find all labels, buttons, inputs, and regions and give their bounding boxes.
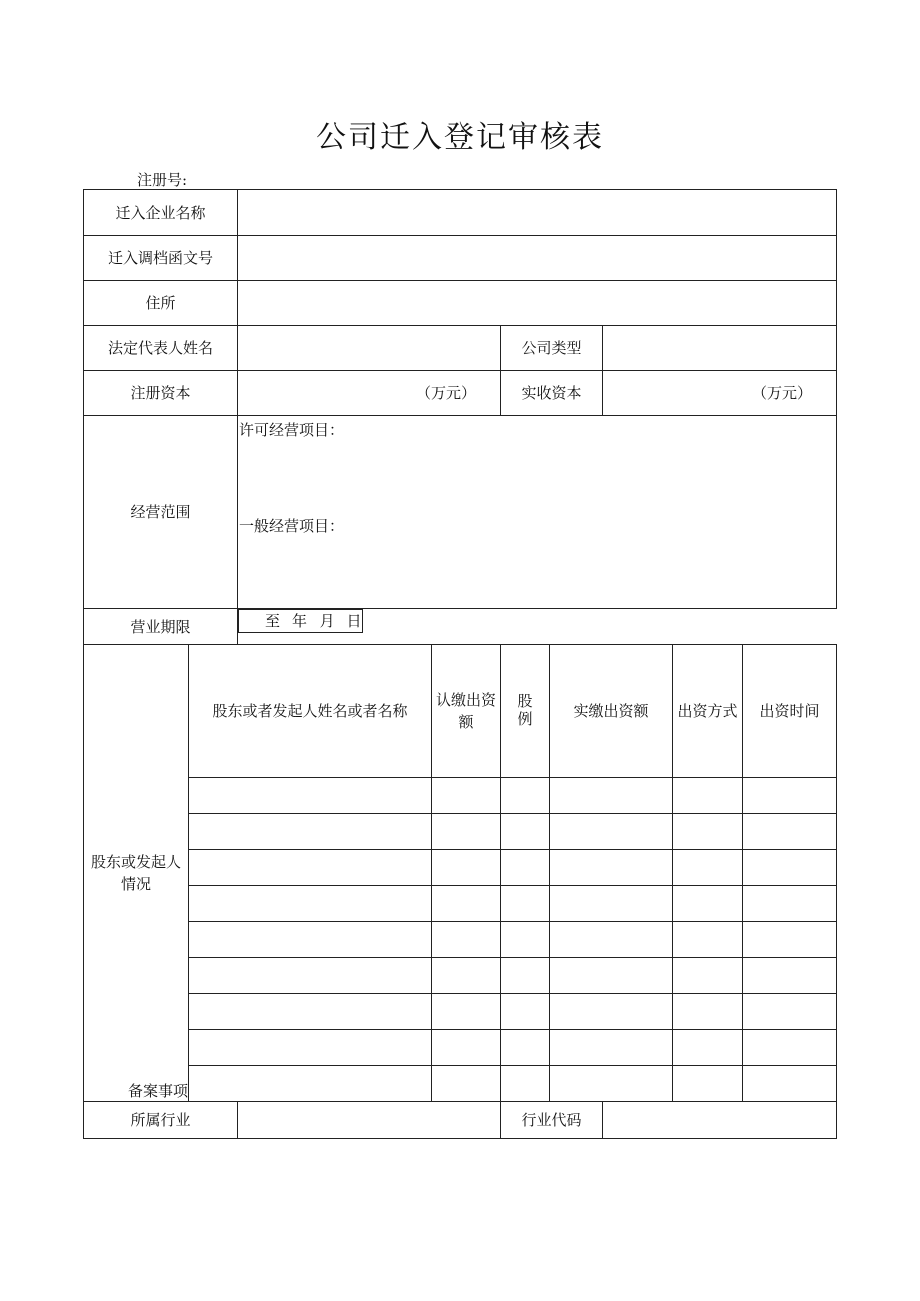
legal-rep-label: 法定代表人姓名 — [84, 326, 238, 371]
filing-matters-label: 备案事项 — [128, 1082, 189, 1100]
business-scope-input[interactable] — [238, 416, 837, 609]
shareholder-name-cell[interactable] — [189, 778, 432, 814]
transfer-letter-no-input[interactable] — [238, 236, 837, 281]
contribution-method-cell[interactable] — [673, 814, 743, 850]
registration-number-label: 注册号: — [137, 171, 188, 189]
paid-capital-cell[interactable] — [550, 814, 673, 850]
contribution-method-cell[interactable] — [673, 850, 743, 886]
share-ratio-cell[interactable] — [501, 886, 550, 922]
paid-capital-cell[interactable] — [550, 958, 673, 994]
address-label: 住所 — [84, 281, 238, 326]
col-subscribed-capital: 认缴出资额 — [432, 645, 501, 778]
shareholder-name-cell[interactable] — [189, 850, 432, 886]
subscribed-capital-cell[interactable] — [432, 1030, 501, 1066]
paid-capital-cell[interactable] — [550, 778, 673, 814]
shareholder-name-cell[interactable] — [189, 814, 432, 850]
paid-capital-label: 实收资本 — [501, 371, 603, 416]
contribution-method-cell[interactable] — [673, 778, 743, 814]
col-contribution-time: 出资时间 — [743, 645, 837, 778]
licensed-items-label: 许可经营项目： — [239, 421, 345, 439]
industry-input[interactable] — [238, 1102, 501, 1139]
company-name-label: 迁入企业名称 — [84, 190, 238, 236]
contribution-time-cell[interactable] — [743, 850, 837, 886]
subscribed-capital-cell[interactable] — [432, 994, 501, 1030]
contribution-time-cell[interactable] — [743, 886, 837, 922]
paid-capital-unit: （万元） — [752, 384, 813, 402]
contribution-time-cell[interactable] — [743, 1030, 837, 1066]
contribution-method-cell[interactable] — [673, 994, 743, 1030]
contribution-method-cell[interactable] — [673, 922, 743, 958]
registration-form-table — [83, 189, 837, 1139]
industry-code-label: 行业代码 — [501, 1102, 603, 1139]
shareholder-name-cell[interactable] — [189, 1030, 432, 1066]
col-shareholder-name: 股东或者发起人姓名或者名称 — [189, 645, 432, 778]
paid-capital-cell[interactable] — [550, 886, 673, 922]
reg-capital-label: 注册资本 — [84, 371, 238, 416]
company-name-input[interactable] — [238, 190, 837, 236]
address-input[interactable] — [238, 281, 837, 326]
subscribed-capital-cell[interactable] — [432, 922, 501, 958]
term-to: 至 — [265, 612, 281, 630]
share-ratio-cell[interactable] — [501, 1066, 550, 1102]
contribution-time-cell[interactable] — [743, 778, 837, 814]
col-paid-capital: 实缴出资额 — [550, 645, 673, 778]
term-day: 日 — [346, 612, 362, 630]
reg-capital-unit: （万元） — [416, 384, 477, 402]
shareholder-name-cell[interactable] — [189, 958, 432, 994]
contribution-method-cell[interactable] — [673, 886, 743, 922]
document-title: 公司迁入登记审核表 — [316, 120, 604, 155]
subscribed-capital-cell[interactable] — [432, 958, 501, 994]
shareholders-section-label: 股东或发起人情况 — [84, 645, 189, 1102]
business-scope-label: 经营范围 — [84, 416, 238, 609]
contribution-time-cell[interactable] — [743, 1066, 837, 1102]
col-share-ratio: 股例 — [501, 645, 550, 778]
share-ratio-cell[interactable] — [501, 922, 550, 958]
industry-label: 所属行业 — [84, 1102, 238, 1139]
contribution-time-cell[interactable] — [743, 994, 837, 1030]
business-term-label: 营业期限 — [84, 609, 238, 645]
subscribed-capital-cell[interactable] — [432, 814, 501, 850]
shareholder-name-cell[interactable] — [189, 922, 432, 958]
reg-capital-input[interactable] — [238, 371, 501, 416]
paid-capital-cell[interactable] — [550, 922, 673, 958]
contribution-method-cell[interactable] — [673, 1066, 743, 1102]
contribution-time-cell[interactable] — [743, 958, 837, 994]
subscribed-capital-cell[interactable] — [432, 778, 501, 814]
share-ratio-cell[interactable] — [501, 778, 550, 814]
legal-rep-input[interactable] — [238, 326, 501, 371]
term-year: 年 — [291, 612, 307, 630]
contribution-time-cell[interactable] — [743, 922, 837, 958]
paid-capital-cell[interactable] — [550, 994, 673, 1030]
contribution-method-cell[interactable] — [673, 958, 743, 994]
paid-capital-cell[interactable] — [550, 1030, 673, 1066]
transfer-letter-no-label: 迁入调档函文号 — [84, 236, 238, 281]
company-type-label: 公司类型 — [501, 326, 603, 371]
paid-capital-cell[interactable] — [550, 850, 673, 886]
general-items-label: 一般经营项目： — [239, 517, 345, 535]
industry-code-input[interactable] — [603, 1102, 837, 1139]
term-month: 月 — [319, 612, 335, 630]
subscribed-capital-cell[interactable] — [432, 850, 501, 886]
share-ratio-cell[interactable] — [501, 814, 550, 850]
business-term-input[interactable] — [238, 609, 363, 633]
shareholder-name-cell[interactable] — [189, 1066, 432, 1102]
shareholder-name-cell[interactable] — [189, 994, 432, 1030]
contribution-time-cell[interactable] — [743, 814, 837, 850]
contribution-method-cell[interactable] — [673, 1030, 743, 1066]
col-contribution-method: 出资方式 — [673, 645, 743, 778]
share-ratio-cell[interactable] — [501, 1030, 550, 1066]
share-ratio-cell[interactable] — [501, 850, 550, 886]
shareholder-name-cell[interactable] — [189, 886, 432, 922]
company-type-input[interactable] — [603, 326, 837, 371]
subscribed-capital-cell[interactable] — [432, 886, 501, 922]
paid-capital-input[interactable] — [603, 371, 837, 416]
share-ratio-cell[interactable] — [501, 958, 550, 994]
subscribed-capital-cell[interactable] — [432, 1066, 501, 1102]
paid-capital-cell[interactable] — [550, 1066, 673, 1102]
share-ratio-cell[interactable] — [501, 994, 550, 1030]
